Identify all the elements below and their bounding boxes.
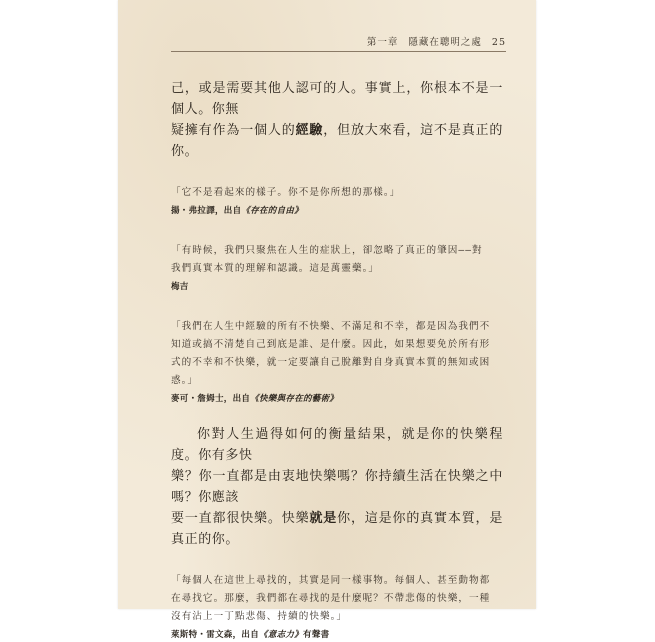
chapter-label: 第一章 <box>366 37 399 48</box>
quote-line: 知道或搞不清楚自己到底是誰、是什麼。因此，如果想要免於所有形 <box>171 339 491 350</box>
quote-line: 「它不是看起來的樣子。你不是你所想的那樣。」 <box>171 187 401 198</box>
running-header <box>367 34 506 48</box>
book-page <box>118 0 536 640</box>
body-paragraph <box>171 78 503 162</box>
text-run: 疑擁有作為一個人的 <box>171 123 296 138</box>
quote-attribution: 萊斯特・雷文森，出自《意志力》有聲書 <box>171 630 330 640</box>
quote-line: 沒有沾上一丁點悲傷、持續的快樂。」 <box>171 611 348 622</box>
paragraph-line: 樂？你一直都是由衷地快樂嗎？你持續生活在快樂之中嗎？你應該 <box>171 469 503 505</box>
body-paragraph <box>171 424 503 550</box>
emphasis-text: 經驗 <box>295 123 324 138</box>
quote-line: 「我們在人生中經驗的所有不快樂、不滿足和不幸，都是因為我們不 <box>171 321 491 332</box>
quote-line: 「有時候，我們只聚焦在人生的症狀上，卻忽略了真正的肇因——對 <box>171 245 483 256</box>
quote-line: 「每個人在這世上尋找的，其實是同一樣事物。每個人、甚至動物都 <box>171 575 491 586</box>
quote-block <box>171 184 503 218</box>
quote-attribution: 梅吉 <box>171 282 189 292</box>
quote-line: 式的不幸和不快樂，就一定要讓自己脫離對自身真實本質的無知或困 <box>171 357 491 368</box>
paragraph-line <box>171 120 503 162</box>
work-title: 《意志力》 <box>259 630 304 640</box>
chapter-title: 隱藏在聰明之處 <box>408 37 482 48</box>
page-number: 25 <box>491 37 506 48</box>
emphasis-text: 就是 <box>309 511 338 526</box>
quote-line: 我們真實本質的理解和認識。這是萬靈藥。」 <box>171 263 380 274</box>
quote-line: 惑。」 <box>171 375 199 386</box>
paragraph-line: 你對人生過得如何的衡量結果，就是你的快樂程度。你有多快 <box>171 427 503 463</box>
quote-line: 在尋找它。那麼，我們都在尋找的是什麼呢？不帶悲傷的快樂，一種 <box>171 593 491 604</box>
quote-attribution: 揚・弗拉譯，出自《存在的自由》 <box>171 206 304 216</box>
quote-block <box>171 318 503 406</box>
quote-attribution: 麥可・詹姆士，出自《快樂與存在的藝術》 <box>171 394 339 404</box>
paragraph-line: 要一直都很快樂。快樂就是你，這是你的真實本質，是真正的你。 <box>171 511 503 547</box>
quote-block <box>171 242 503 294</box>
paragraph-line: 己，或是需要其他人認可的人。事實上，你根本不是一個人。你無 <box>171 81 503 117</box>
work-title: 《存在的自由》 <box>241 206 304 216</box>
page-body <box>171 78 503 642</box>
work-title: 《快樂與存在的藝術》 <box>250 394 339 404</box>
header-rule <box>171 51 506 52</box>
quote-block <box>171 572 503 642</box>
text-run: ，但放大來看，這不是真正的你。 <box>171 123 503 159</box>
